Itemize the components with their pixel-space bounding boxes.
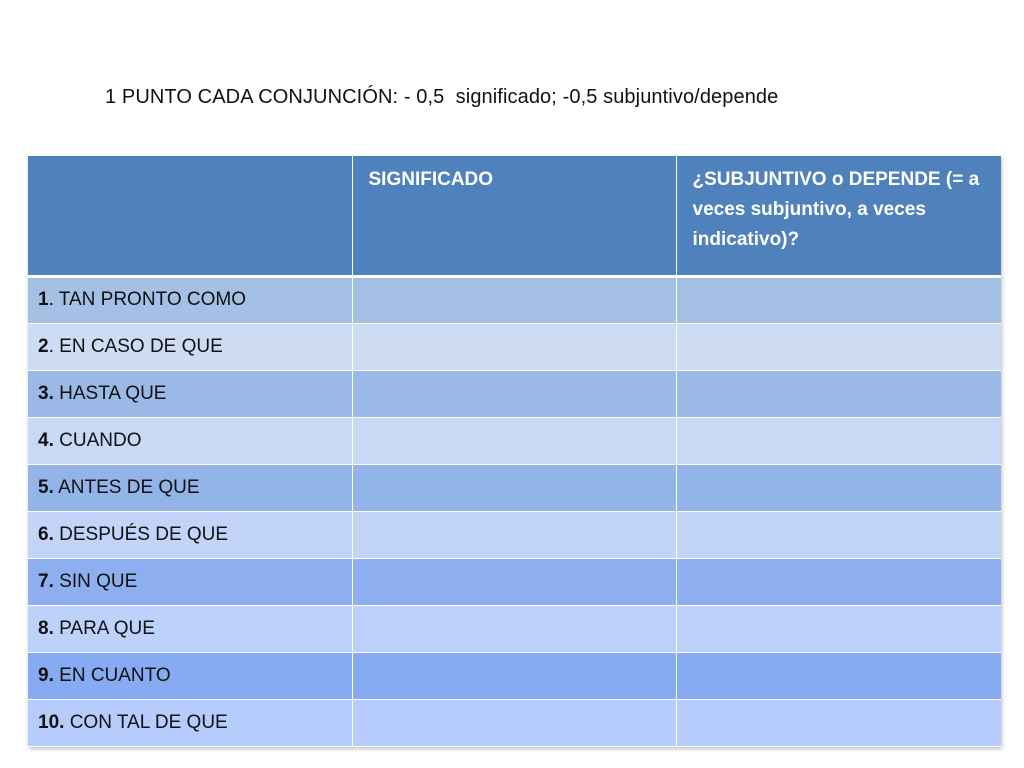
subjuntivo-cell[interactable]: [676, 323, 1001, 370]
row-number: 10.: [38, 711, 65, 733]
table-row: [28, 511, 1001, 558]
conjunction-cell: [28, 605, 352, 652]
row-number: 5.: [38, 476, 54, 498]
header-significado: SIGNIFICADO: [352, 156, 676, 276]
subjuntivo-cell[interactable]: [676, 417, 1001, 464]
conjunction-label: HASTA QUE: [59, 382, 167, 404]
row-number: 6.: [38, 523, 54, 545]
conjunction-cell: [28, 511, 352, 558]
row-separator: .: [48, 335, 60, 357]
significado-cell[interactable]: [352, 652, 676, 699]
table-row: [28, 464, 1001, 511]
conjunction-cell: [28, 558, 352, 605]
row-number: 8.: [38, 617, 54, 639]
subjuntivo-cell[interactable]: [676, 558, 1001, 605]
row-separator: .: [48, 289, 59, 310]
conjunction-label: CON TAL DE QUE: [69, 711, 228, 733]
conjunction-label: SIN QUE: [59, 570, 138, 592]
significado-cell[interactable]: [352, 323, 676, 370]
conjunction-label: EN CASO DE QUE: [59, 335, 223, 357]
row-number: 9.: [38, 664, 54, 686]
table-row: [28, 370, 1001, 417]
row-number: 3.: [38, 382, 54, 404]
table-row: [28, 323, 1001, 370]
subjuntivo-cell[interactable]: [676, 464, 1001, 511]
significado-cell[interactable]: [352, 417, 676, 464]
significado-cell[interactable]: [352, 558, 676, 605]
significado-cell[interactable]: [352, 370, 676, 417]
table-row: [28, 417, 1001, 464]
table-row: [28, 605, 1001, 652]
significado-cell[interactable]: [352, 276, 676, 323]
subjuntivo-cell[interactable]: [676, 370, 1001, 417]
conjunction-cell: [28, 417, 352, 464]
table-header-row: [28, 156, 1001, 276]
subjuntivo-cell[interactable]: [676, 699, 1001, 746]
conjunction-label: CUANDO: [59, 429, 142, 451]
table-row: [28, 276, 1001, 323]
conjunction-cell: [28, 370, 352, 417]
row-number: 1: [38, 289, 49, 310]
row-number: 4.: [38, 429, 54, 451]
row-number: 7.: [38, 570, 54, 592]
table-row: [28, 652, 1001, 699]
conjunction-label: DESPUÉS DE QUE: [59, 523, 229, 545]
conjunctions-table: [28, 156, 1001, 747]
table-row: [28, 558, 1001, 605]
significado-cell[interactable]: [352, 699, 676, 746]
significado-cell[interactable]: [352, 511, 676, 558]
conjunction-label: EN CUANTO: [59, 664, 171, 686]
subjuntivo-cell[interactable]: [676, 511, 1001, 558]
conjunction-cell: [28, 699, 352, 746]
conjunction-label: ANTES DE QUE: [58, 476, 200, 498]
subjuntivo-cell[interactable]: [676, 652, 1001, 699]
conjunction-cell: [28, 323, 352, 370]
conjunction-cell: [28, 464, 352, 511]
significado-cell[interactable]: [352, 605, 676, 652]
conjunction-cell: [28, 276, 352, 323]
conjunction-label: TAN PRONTO COMO: [58, 289, 246, 310]
subjuntivo-cell[interactable]: [676, 605, 1001, 652]
subjuntivo-cell[interactable]: [676, 276, 1001, 323]
conjunction-cell: [28, 652, 352, 699]
conjunction-label: PARA QUE: [59, 617, 155, 639]
header-subjuntivo: ¿SUBJUNTIVO o DEPENDE (= a veces subjuntivo, a veces indicativo)?: [676, 156, 1001, 276]
significado-cell[interactable]: [352, 464, 676, 511]
instruction-text: 1 PUNTO CADA CONJUNCIÓN: - 0,5 significado; -0,5 subjuntivo/depende: [105, 86, 779, 108]
header-conjunction: [28, 156, 352, 276]
row-number: 2: [38, 335, 49, 357]
table-row: [28, 699, 1001, 746]
